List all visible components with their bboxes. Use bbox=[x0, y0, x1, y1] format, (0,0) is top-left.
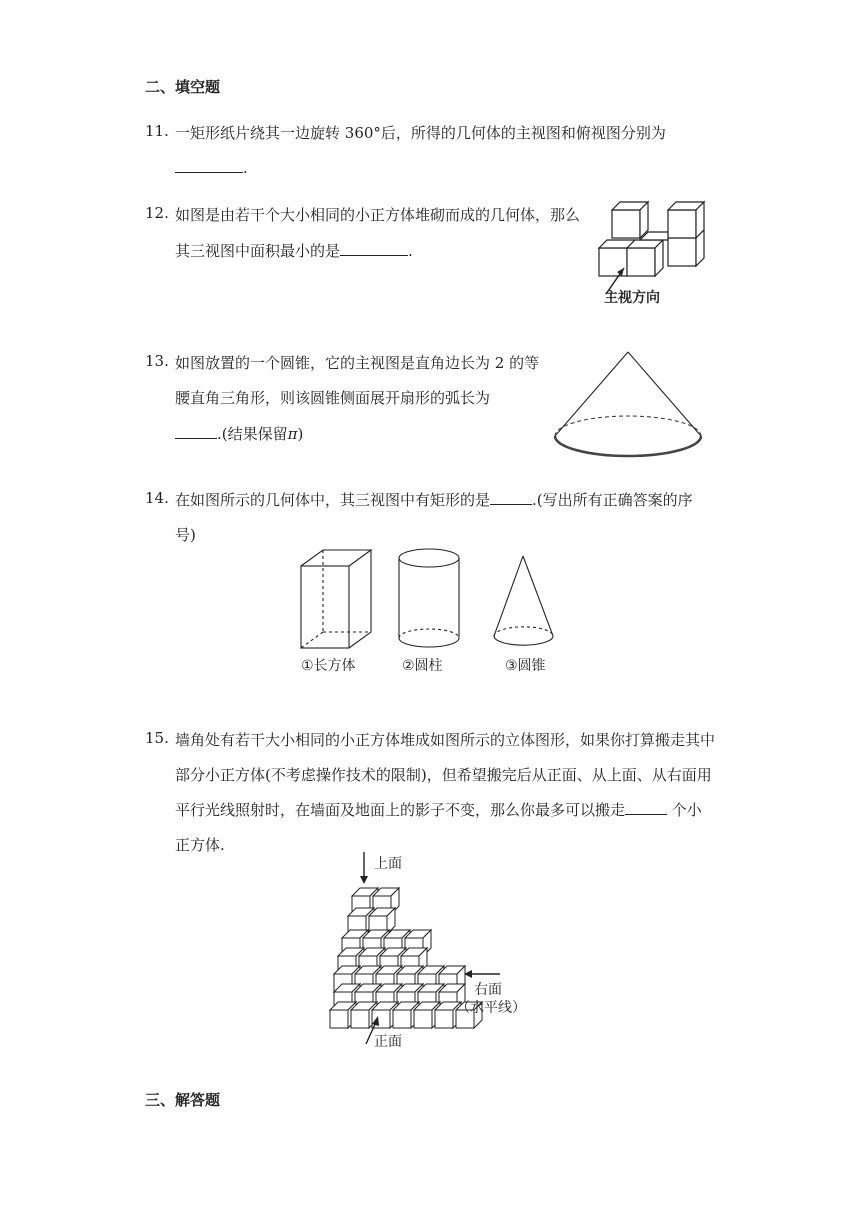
label-right-view: 右面 bbox=[474, 982, 502, 998]
label-cone: ③圆锥 bbox=[505, 658, 546, 674]
question-13-number: 13. bbox=[145, 352, 169, 370]
label-cylinder: ②圆柱 bbox=[402, 658, 443, 674]
question-15-line-2: 部分小正方体(不考虑操作技术的限制)，但希望搬完后从正面、从上面、从右面用 bbox=[175, 766, 712, 784]
question-11-line-1: 一矩形纸片绕其一边旋转 360°后，所得的几何体的主视图和俯视图分别为 bbox=[175, 124, 666, 142]
question-11-line-2 bbox=[175, 158, 248, 177]
answer-blank bbox=[340, 241, 408, 256]
answer-blank bbox=[625, 800, 667, 815]
question-15-line-1: 墙角处有若干大小相同的小正方体堆成如图所示的立体图形，如果你打算搬走其中 bbox=[175, 731, 716, 749]
label-horizontal: （水平线） bbox=[456, 1000, 526, 1016]
question-15-line-3-text: 平行光线照射时，在墙面及地面上的影子不变，那么你最多可以搬走 bbox=[175, 801, 626, 819]
cube-stack-figure bbox=[592, 196, 720, 308]
question-15-line-3-end: 个小 bbox=[667, 801, 702, 819]
view-direction-label: 主视方向 bbox=[604, 290, 660, 306]
answer-blank bbox=[490, 490, 532, 505]
answer-blank bbox=[175, 424, 217, 439]
question-15-line-4: 正方体. bbox=[175, 836, 225, 854]
label-cuboid: ①长方体 bbox=[301, 658, 356, 674]
question-12-line-2-text: 其三视图中面积最小的是 bbox=[175, 242, 341, 260]
question-15-line-3 bbox=[175, 799, 702, 820]
question-14-number: 14. bbox=[145, 489, 169, 507]
question-11-number: 11. bbox=[145, 122, 169, 140]
label-front-view: 正面 bbox=[374, 1034, 402, 1050]
label-top-view: 上面 bbox=[374, 856, 402, 872]
question-13-line-1: 如图放置的一个圆锥，它的主视图是直角边长为 2 的等 bbox=[175, 354, 540, 372]
cone-figure bbox=[548, 344, 708, 464]
solids-figure bbox=[295, 544, 565, 676]
section-title-fill-in: 二、填空题 bbox=[145, 78, 221, 96]
cone-shape bbox=[494, 556, 553, 645]
question-15-number: 15. bbox=[145, 729, 169, 747]
question-14-line-1-end: .(写出所有正确答案的序 bbox=[532, 491, 693, 509]
question-12-line-2 bbox=[175, 240, 413, 261]
question-13-line-3-text: .(结果保留 bbox=[217, 425, 288, 443]
corner-cube-stack-figure bbox=[322, 848, 552, 1054]
answer-blank bbox=[175, 158, 243, 173]
question-13-close-paren: ) bbox=[297, 425, 304, 443]
question-13-line-3 bbox=[175, 423, 303, 444]
question-14-line-2: 号) bbox=[175, 526, 196, 544]
cylinder-shape bbox=[399, 549, 459, 647]
question-12-period: . bbox=[408, 242, 413, 260]
question-14-line-1-text: 在如图所示的几何体中，其三视图中有矩形的是 bbox=[175, 491, 491, 509]
pi-symbol: π bbox=[287, 425, 298, 443]
question-11-period: . bbox=[243, 159, 248, 177]
cuboid-shape bbox=[301, 550, 371, 648]
section-title-answer: 三、解答题 bbox=[145, 1091, 221, 1109]
question-12-number: 12. bbox=[145, 204, 169, 222]
question-14-line-1 bbox=[175, 489, 693, 510]
question-13-line-2: 腰直角三角形，则该圆锥侧面展开扇形的弧长为 bbox=[175, 389, 491, 407]
question-12-line-1: 如图是由若干个大小相同的小正方体堆砌而成的几何体，那么 bbox=[175, 206, 581, 224]
